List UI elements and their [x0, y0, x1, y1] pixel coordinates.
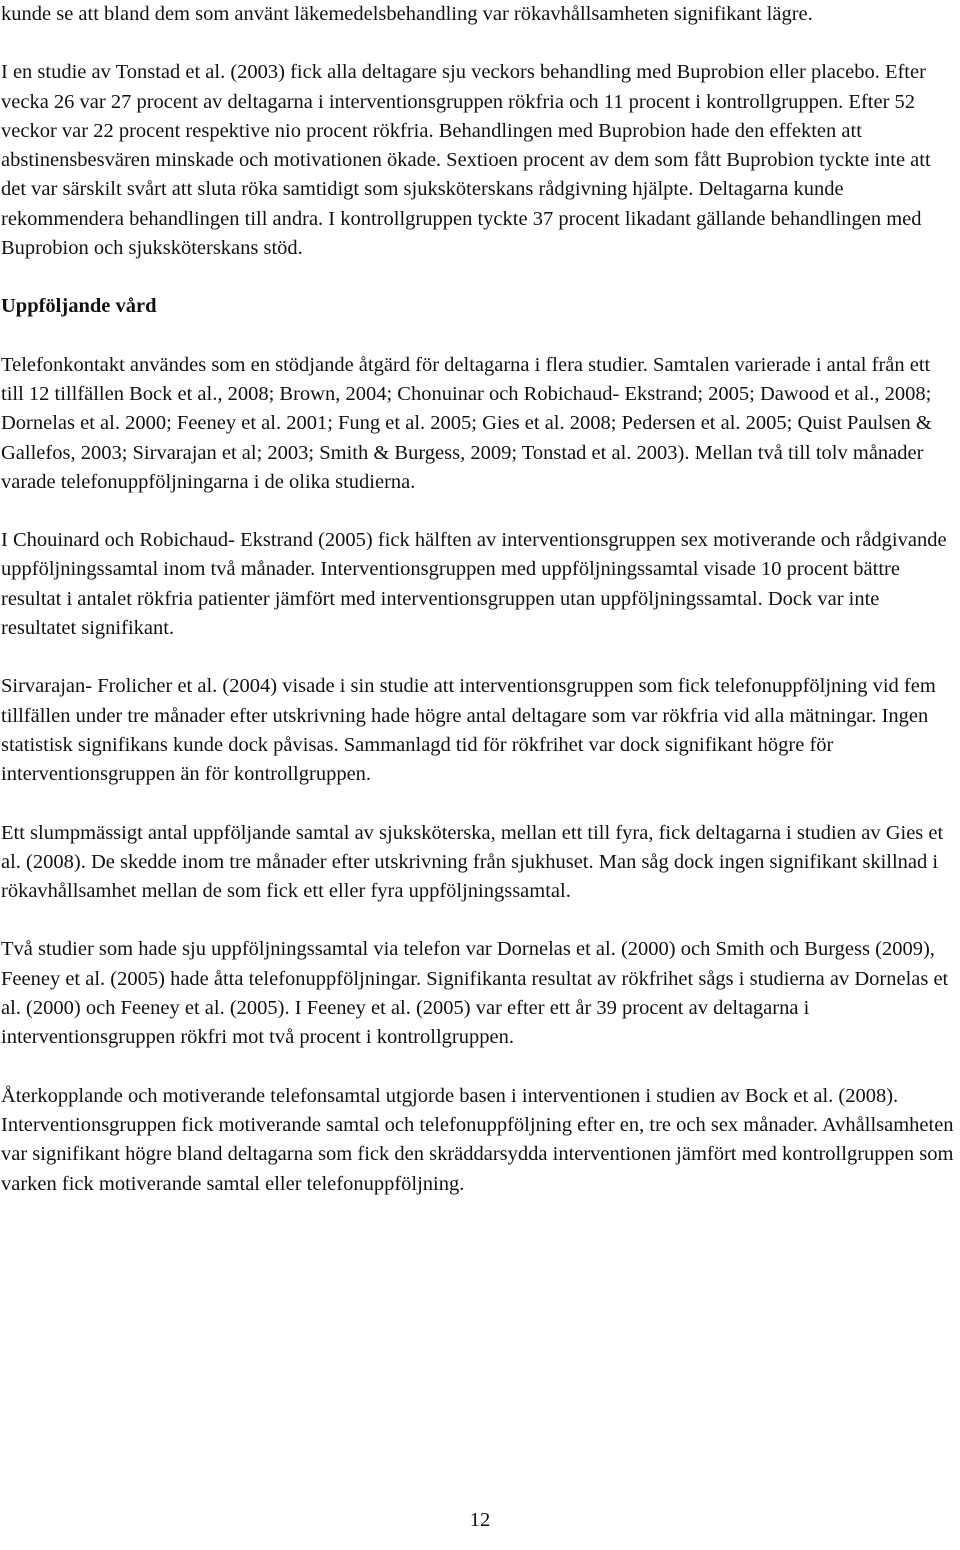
body-paragraph: I Chouinard och Robichaud- Ekstrand (2005) fick hälften av interventionsgruppen sex motiverande och rådgivande uppföljningssamtal inom två månader. Interventionsgruppen med uppföljningssamtal visade 10 procent bättre resultat i antalet rökfria patienter jämfört med interventionsgruppen utan uppföljningssamtal. Dock var inte resultatet signifikant. — [1, 529, 947, 640]
body-paragraph: Ett slumpmässigt antal uppföljande samtal av sjuksköterska, mellan ett till fyra, fick deltagarna i studien av Gies et al. (2008). De skedde inom tre månader efter utskrivning från sjukhuset. Man såg dock ingen signifikant skillnad i rökavhållsamhet mellan de som fick ett eller fyra uppföljningssamtal. — [1, 821, 944, 903]
section-heading: Uppföljande vård — [1, 295, 157, 318]
body-paragraph: kunde se att bland dem som använt läkemedelsbehandling var rökavhållsamheten signifikant lägre. — [1, 3, 813, 25]
document-body — [1, 0, 957, 1199]
body-paragraph: Två studier som hade sju uppföljningssamtal via telefon var Dornelas et al. (2000) och Smith och Burgess (2009), Feeney et al. (2005) hade åtta telefonuppföljningar. Signifikanta resultat av rökfrihet sågs i studierna av Dornelas et al. (2000) och Feeney et al. (2005). I Feeney et al. (2005) var efter ett år 39 procent av deltagarna i interventionsgruppen rökfri mot två procent i kontrollgruppen. — [1, 938, 949, 1049]
page-number: 12 — [469, 1509, 491, 1531]
body-paragraph: I en studie av Tonstad et al. (2003) fick alla deltagare sju veckors behandling med Buprobion eller placebo. Efter vecka 26 var 27 procent av deltagarna i interventionsgruppen rökfria och 11 procent i kontrollgruppen. Efter 52 veckor var 22 procent respektive nio procent rökfria. Behandlingen med Buprobion hade den effekten att abstinensbesvären minskade och motivationen ökade. Sextioen procent av dem som fått Buprobion tyckte inte att det var särskilt svårt att sluta röka samtidigt som sjuksköterskans rådgivning hjälpte. Deltagarna kunde rekommendera behandlingen till andra. I kontrollgruppen tyckte 37 procent likadant gällande behandlingen med Buprobion och sjuksköterskans stöd. — [1, 61, 931, 260]
body-paragraph: Telefonkontakt användes som en stödjande åtgärd för deltagarna i flera studier. Samtalen varierade i antal från ett till 12 tillfällen Bock et al., 2008; Brown, 2004; Chonuinar och Robichaud- Ekstrand; 2005; Dawood et al., 2008; Dornelas et al. 2000; Feeney et al. 2001; Fung et al. 2005; Gies et al. 2008; Pedersen et al. 2005; Quist Paulsen & Gallefos, 2003; Sirvarajan et al; 2003; Smith & Burgess, 2009; Tonstad et al. 2003). Mellan två till tolv månader varade telefonuppföljningarna i de olika studierna. — [1, 353, 932, 493]
body-paragraph: Återkopplande och motiverande telefonsamtal utgjorde basen i interventionen i studien av Bock et al. (2008). Interventionsgruppen fick motiverande samtal och telefonuppföljning efter en, tre och sex månader. Avhållsamheten var signifikant högre bland deltagarna som fick den skräddarsydda interventionen jämfört med kontrollgruppen som varken fick motiverande samtal eller telefonuppföljning. — [1, 1084, 954, 1195]
body-paragraph: Sirvarajan- Frolicher et al. (2004) visade i sin studie att interventionsgruppen som fick telefonuppföljning vid fem tillfällen under tre månader efter utskrivning hade högre antal deltagare som var rökfria vid alla mätningar. Ingen statistisk signifikans kunde dock påvisas. Sammanlagd tid för rökfrihet var dock signifikant högre för interventionsgruppen än för kontrollgruppen. — [1, 675, 936, 786]
